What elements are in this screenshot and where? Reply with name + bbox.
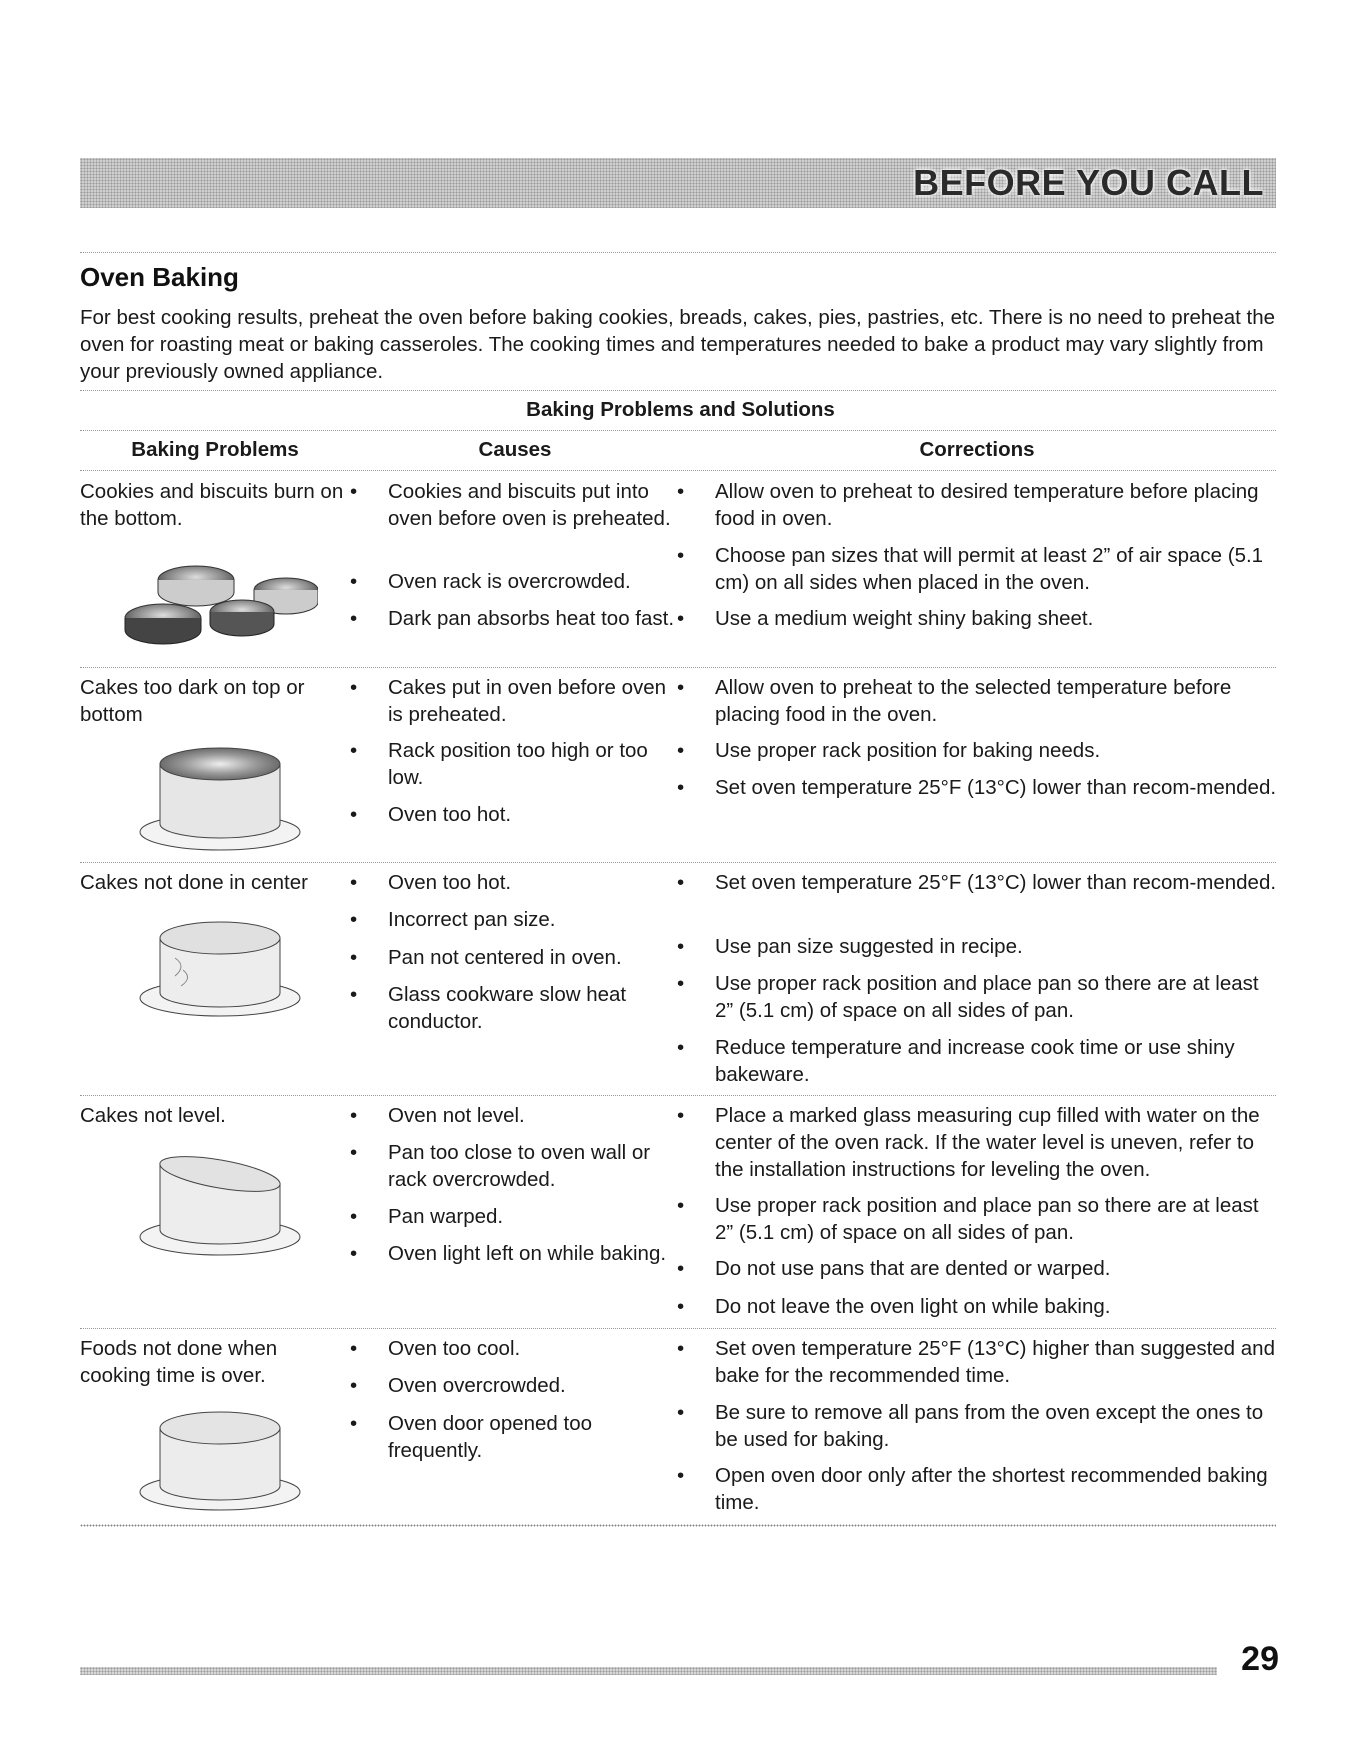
cause-item: • Oven too cool. xyxy=(350,1337,521,1360)
problem-text: Cakes not done in center xyxy=(80,871,308,894)
column-header-causes: Causes xyxy=(478,438,552,461)
problem-text: Cakes not level. xyxy=(80,1104,226,1127)
cause-item: • Cookies and biscuits put into oven before oven is preheated. xyxy=(350,480,671,530)
correction-item: • Be sure to remove all pans from the oven except the ones to be used for baking. xyxy=(677,1401,1264,1451)
correction-item: • Open oven door only after the shortest recommended baking time. xyxy=(677,1464,1268,1514)
cause-item: • Cakes put in oven before oven is preheated. xyxy=(350,676,667,726)
correction-item: • Do not use pans that are dented or warped. xyxy=(677,1257,1111,1280)
cause-item: • Pan warped. xyxy=(350,1205,504,1228)
table-top-rule xyxy=(80,390,1276,391)
cause-item: • Incorrect pan size. xyxy=(350,908,556,931)
cause-item: • Glass cookware slow heat conductor. xyxy=(350,983,627,1033)
cause-item: • Oven not level. xyxy=(350,1104,525,1127)
cause-item: • Oven light left on while baking. xyxy=(350,1242,667,1265)
cause-item: • Rack position too high or too low. xyxy=(350,739,648,789)
row-rule xyxy=(80,1328,1276,1329)
problem-text: Foods not done when cooking time is over. xyxy=(80,1337,278,1387)
correction-item: • Set oven temperature 25°F (13°C) lower than recom-mended. xyxy=(677,871,1277,894)
header-rule xyxy=(80,252,1276,253)
cause-item: • Pan too close to oven wall or rack overcrowded. xyxy=(350,1141,651,1191)
correction-item: • Set oven temperature 25°F (13°C) higher than suggested and bake for the recommended time. xyxy=(677,1337,1275,1387)
cause-item: • Oven door opened too frequently. xyxy=(350,1412,593,1462)
column-header-corrections: Corrections xyxy=(919,438,1035,461)
cause-item: • Dark pan absorbs heat too fast. xyxy=(350,607,675,630)
correction-item: • Reduce temperature and increase cook time or use shiny bakeware. xyxy=(677,1036,1235,1086)
section-title: Oven Baking xyxy=(80,262,239,292)
cause-item: • Oven overcrowded. xyxy=(350,1374,566,1397)
problem-text: Cakes too dark on top or bottom xyxy=(80,676,305,726)
correction-item: • Use proper rack position and place pan so there are at least 2” (5.1 cm) of space on all sides of pan. xyxy=(677,1194,1259,1244)
plain-cake-icon xyxy=(135,1404,305,1514)
table-title-rule xyxy=(80,430,1276,431)
problem-text: Cookies and biscuits burn on the bottom. xyxy=(80,480,344,530)
cause-item: • Oven too hot. xyxy=(350,803,512,826)
footer-band xyxy=(80,1667,1217,1675)
uneven-cake-icon xyxy=(135,1152,305,1257)
correction-item: • Allow oven to preheat to desired temperature before placing food in oven. xyxy=(677,480,1259,530)
correction-item: • Place a marked glass measuring cup filled with water on the center of the oven rack. If the water level is uneven, refer to the installation instructions for leveling the oven. xyxy=(677,1104,1260,1181)
row-rule xyxy=(80,1095,1276,1096)
cause-item: • Oven too hot. xyxy=(350,871,512,894)
correction-item: • Use pan size suggested in recipe. xyxy=(677,935,1023,958)
correction-item: • Do not leave the oven light on while baking. xyxy=(677,1295,1111,1318)
header-row-rule xyxy=(80,470,1276,471)
cause-item: • Pan not centered in oven. xyxy=(350,946,622,969)
row-rule xyxy=(80,667,1276,668)
row-rule xyxy=(80,862,1276,863)
table-title: Baking Problems and Solutions xyxy=(526,398,835,421)
correction-item: • Allow oven to preheat to the selected temperature before placing food in the oven. xyxy=(677,676,1232,726)
correction-item: • Choose pan sizes that will permit at least 2” of air space (5.1 cm) on all sides when placed in the oven. xyxy=(677,544,1264,594)
column-header-problems: Baking Problems xyxy=(131,438,299,461)
intro-paragraph: For best cooking results, preheat the oven before baking cookies, breads, cakes, pies, pastries, etc. There is no need to preheat the oven for roasting meat or baking casseroles. The cooking times and temperatures needed to bake a product may vary slightly from your previously owned appliance. xyxy=(80,306,1276,383)
correction-item: • Set oven temperature 25°F (13°C) lower than recom-mended. xyxy=(677,776,1277,799)
correction-item: • Use a medium weight shiny baking sheet. xyxy=(677,607,1094,630)
header-title: BEFORE YOU CALL xyxy=(913,162,1264,203)
correction-item: • Use proper rack position for baking needs. xyxy=(677,739,1101,762)
table-bottom-rule xyxy=(80,1524,1276,1527)
header-band xyxy=(80,158,1276,208)
page-number: 29 xyxy=(1241,1640,1279,1678)
underdone-cake-icon xyxy=(135,918,305,1018)
cause-item: • Oven rack is overcrowded. xyxy=(350,570,631,593)
dark-cake-icon xyxy=(135,742,305,852)
correction-item: • Use proper rack position and place pan so there are at least 2” (5.1 cm) of space on all sides of pan. xyxy=(677,972,1259,1022)
cookies-burnt-icon xyxy=(118,550,318,650)
